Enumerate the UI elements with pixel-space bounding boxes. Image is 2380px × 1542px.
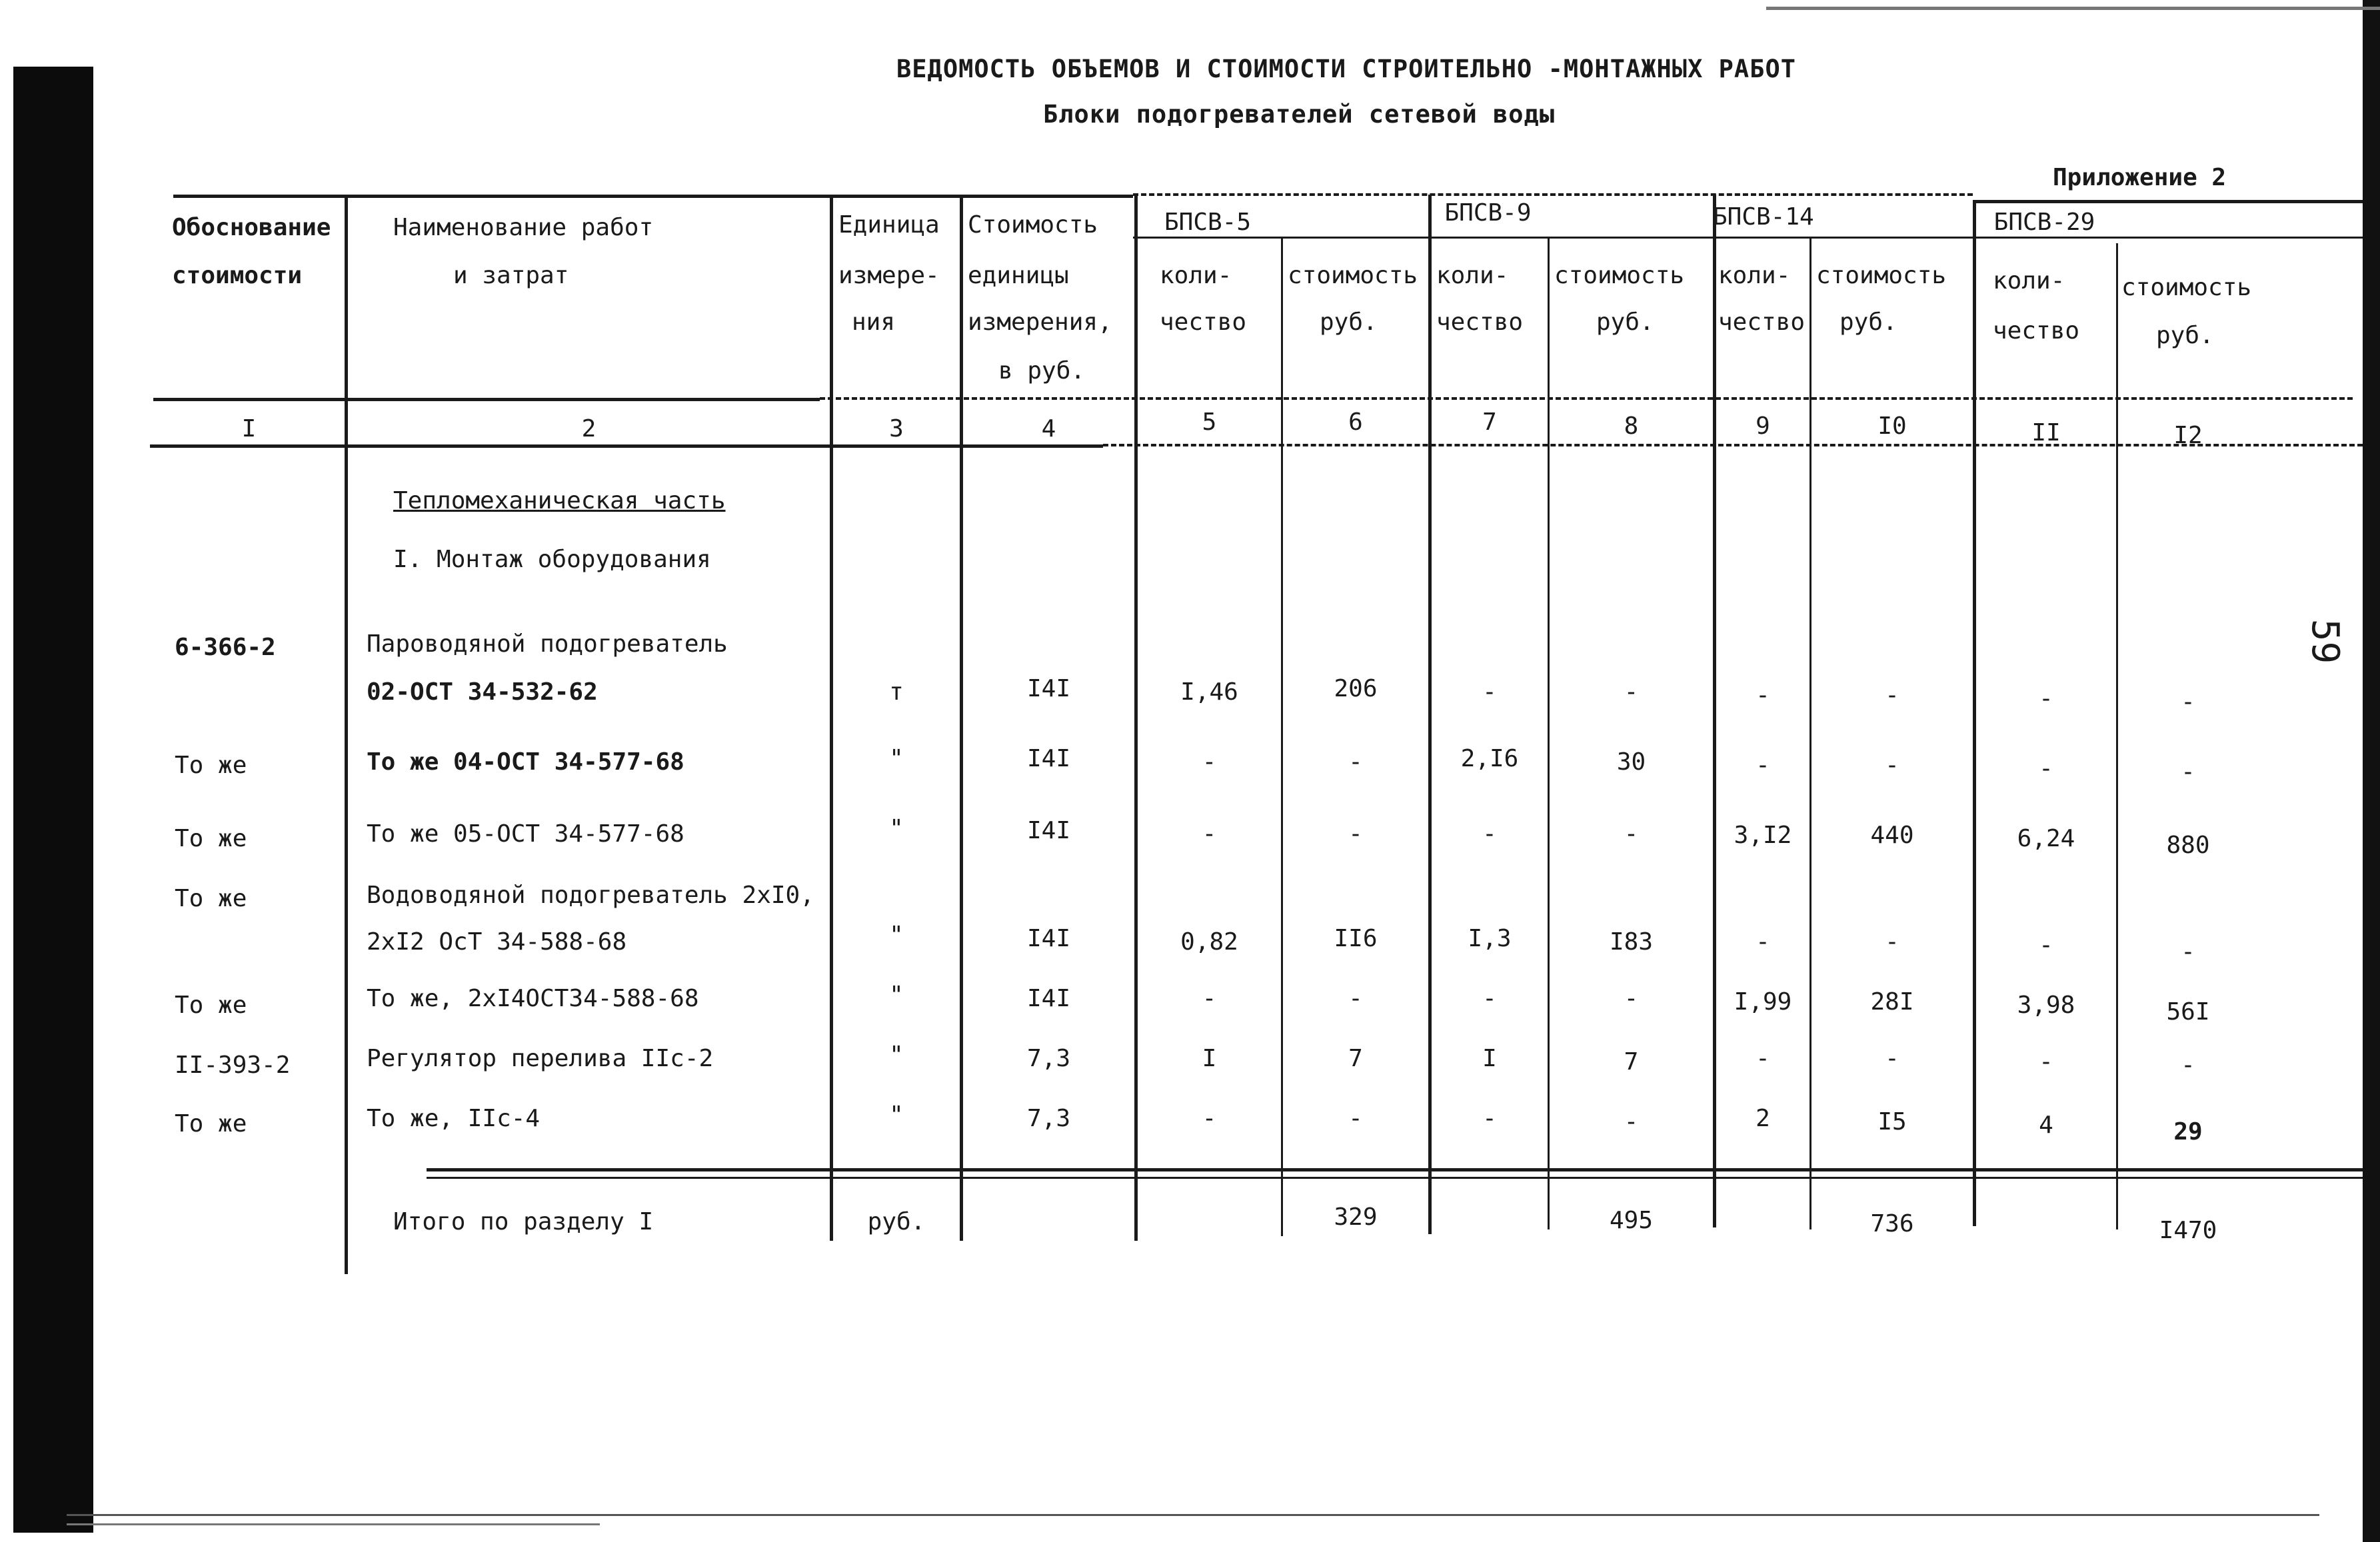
row-qty-11: - <box>2039 685 2053 712</box>
row-qty-11: - <box>2039 755 2053 782</box>
header-unit-line3: ния <box>852 309 896 336</box>
row-cost-6: - <box>1348 985 1363 1012</box>
row-basis: То же <box>175 885 247 912</box>
scan-edge-right <box>2363 0 2380 1542</box>
row-cost-12: - <box>2181 938 2195 966</box>
header-unitcost-line4: в руб. <box>998 357 1086 385</box>
row-cost-12: - <box>2181 688 2195 716</box>
row-cost-10: I5 <box>1877 1108 1907 1136</box>
col-number-5: 5 <box>1202 408 1217 436</box>
row-qty-7: I <box>1482 1045 1497 1072</box>
row-basis: II-393-2 <box>175 1052 291 1079</box>
subheader-qty-7a: коли- <box>1436 262 1509 289</box>
row-qty-9: 3,I2 <box>1734 822 1792 849</box>
row-cost-6: - <box>1348 820 1363 848</box>
col-divider-2 <box>830 195 833 1241</box>
col-divider-3 <box>960 195 963 1241</box>
row-qty-7: - <box>1482 820 1497 848</box>
col-number-11: II <box>2031 419 2061 446</box>
subheader-qty-9b: чество <box>1718 309 1805 336</box>
row-name-line1: То же, 2хI4ОСТ34-588-68 <box>367 985 699 1012</box>
table-top-rule-dashed <box>1133 193 1973 196</box>
row-name-line1: То же, IIс-4 <box>367 1105 541 1132</box>
row-qty-5: 0,82 <box>1180 928 1238 956</box>
row-cost-12: - <box>2181 758 2195 786</box>
group-header-bpsv29: БПСВ-29 <box>1993 209 2095 236</box>
row-cost-10: - <box>1885 928 1899 956</box>
col-divider-1 <box>345 195 348 1274</box>
row-name-line1: То же 05-ОСТ 34-577-68 <box>367 820 684 848</box>
row-unit: " <box>889 745 904 772</box>
subheader-cost-8a: стоимость <box>1554 262 1685 289</box>
row-qty-9: 2 <box>1756 1105 1770 1132</box>
row-qty-7: - <box>1482 985 1497 1012</box>
section-1-title: I. Монтаж оборудования <box>393 546 711 573</box>
row-basis: То же <box>175 1110 247 1138</box>
col-number-10: I0 <box>1877 412 1907 440</box>
subheader-cost-10b: руб. <box>1839 309 1897 336</box>
appendix-label: Приложение 2 <box>2053 164 2227 191</box>
header-unitcost-line1: Стоимость <box>968 211 1098 239</box>
row-qty-9: I,99 <box>1734 988 1792 1016</box>
row-cost-8: - <box>1624 678 1639 706</box>
row-qty-5: - <box>1202 985 1217 1012</box>
subheader-qty-11a: коли- <box>1993 267 2065 295</box>
col-number-4: 4 <box>1041 415 1056 442</box>
total-label: Итого по разделу I <box>393 1208 654 1235</box>
subheader-cost-6b: руб. <box>1320 309 1378 336</box>
header-bottom-rule-dashed <box>820 397 2353 400</box>
total-rule-2 <box>427 1177 2363 1179</box>
col-divider-11 <box>2116 243 2118 1229</box>
row-unit: " <box>889 922 904 949</box>
scan-edge-top <box>1766 7 2380 10</box>
row-name-line1: Регулятор перелива IIс-2 <box>367 1045 714 1072</box>
col-divider-9 <box>1809 237 1811 1229</box>
total-unit: руб. <box>867 1208 926 1235</box>
row-unit-cost: I4I <box>1026 985 1071 1012</box>
subheader-qty-7b: чество <box>1436 309 1524 336</box>
row-name-line1: Пароводяной подогреватель <box>367 630 728 658</box>
row-basis: То же <box>175 825 247 852</box>
col-number-12: I2 <box>2173 422 2203 449</box>
row-qty-7: - <box>1482 678 1497 706</box>
subheader-qty-11b: чество <box>1993 317 2080 345</box>
subheader-qty-5a: коли- <box>1160 262 1232 289</box>
subheader-cost-10a: стоимость <box>1816 262 1947 289</box>
row-cost-8: - <box>1624 1108 1639 1136</box>
row-basis: То же <box>175 992 247 1019</box>
header-name-line1: Наименование работ <box>393 214 654 241</box>
scan-edge-left <box>13 67 93 1533</box>
document-subtitle: Блоки подогревателей сетевой воды <box>1043 100 1556 129</box>
row-cost-12: - <box>2181 1052 2195 1079</box>
subheader-cost-6a: стоимость <box>1288 262 1418 289</box>
col-number-7: 7 <box>1482 408 1497 436</box>
total-rule <box>427 1168 2363 1171</box>
group-header-rule <box>1133 237 2363 239</box>
row-cost-10: 28I <box>1870 988 1914 1016</box>
row-qty-9: - <box>1756 928 1770 956</box>
row-basis: То же <box>175 752 247 779</box>
row-unit: т <box>889 678 904 706</box>
row-cost-12: 56I <box>2166 998 2210 1026</box>
row-cost-8: - <box>1624 820 1639 848</box>
total-bpsv29: I470 <box>2159 1217 2217 1244</box>
group-header-bpsv9: БПСВ-9 <box>1444 199 1532 227</box>
header-basis-line1: Обоснование <box>172 214 331 241</box>
row-unit-cost: 7,3 <box>1026 1105 1071 1132</box>
col-number-8: 8 <box>1624 412 1639 440</box>
row-unit: " <box>889 1102 904 1129</box>
document-title: ВЕДОМОСТЬ ОБЪЕМОВ И СТОИМОСТИ СТРОИТЕЛЬНО -МОНТАЖНЫХ РАБОТ <box>896 55 1797 83</box>
row-name-line2: 2хI2 ОсТ 34-588-68 <box>367 928 627 956</box>
row-cost-8: I83 <box>1609 928 1654 956</box>
col-divider-6 <box>1428 195 1432 1234</box>
row-name-line1: То же 04-ОСТ 34-577-68 <box>367 748 684 776</box>
col-divider-5 <box>1281 237 1283 1236</box>
row-cost-8: 7 <box>1624 1048 1639 1076</box>
row-cost-6: 7 <box>1348 1045 1363 1072</box>
row-qty-5: - <box>1202 820 1217 848</box>
row-qty-7: 2,I6 <box>1460 745 1519 772</box>
row-cost-6: II6 <box>1334 925 1378 952</box>
header-unit-line1: Единица <box>838 211 940 239</box>
row-unit-cost: I4I <box>1026 745 1071 772</box>
scan-edge-bottom <box>67 1514 2319 1516</box>
subheader-qty-5b: чество <box>1160 309 1247 336</box>
row-cost-10: - <box>1885 682 1899 709</box>
row-qty-11: 4 <box>2039 1112 2053 1139</box>
row-qty-5: - <box>1202 1105 1217 1132</box>
subheader-cost-12b: руб. <box>2156 322 2214 349</box>
col-number-6: 6 <box>1348 408 1363 436</box>
row-unit: " <box>889 1042 904 1069</box>
total-bpsv9: 495 <box>1609 1207 1654 1234</box>
row-cost-6: 206 <box>1334 675 1378 702</box>
row-cost-8: - <box>1624 985 1639 1012</box>
row-cost-6: - <box>1348 1105 1363 1132</box>
header-name-line2: и затрат <box>453 262 569 289</box>
subheader-qty-9a: коли- <box>1718 262 1791 289</box>
row-qty-11: - <box>2039 1048 2053 1076</box>
row-qty-5: - <box>1202 748 1217 776</box>
subheader-cost-12a: стоимость <box>2121 274 2252 301</box>
col-number-1: I <box>241 415 257 442</box>
scan-edge-bottom-2 <box>67 1523 600 1525</box>
row-cost-12: 29 <box>2173 1118 2203 1146</box>
header-bottom-rule <box>153 398 820 401</box>
section-part-title: Тепломеханическая часть <box>393 487 726 514</box>
row-cost-12: 880 <box>2166 832 2210 859</box>
table-top-rule <box>173 195 1133 198</box>
row-qty-5: I,46 <box>1180 678 1238 706</box>
row-qty-9: - <box>1756 1045 1770 1072</box>
subheader-cost-8b: руб. <box>1596 309 1654 336</box>
col-number-3: 3 <box>889 415 904 442</box>
row-qty-11: 6,24 <box>2017 825 2075 852</box>
row-unit: " <box>889 815 904 842</box>
col-divider-4 <box>1134 195 1138 1241</box>
col-number-2: 2 <box>581 415 596 442</box>
row-qty-7: - <box>1482 1105 1497 1132</box>
row-unit-cost: I4I <box>1026 925 1071 952</box>
row-qty-7: I,3 <box>1468 925 1512 952</box>
header-unitcost-line2: единицы <box>968 262 1069 289</box>
row-cost-10: 440 <box>1870 822 1914 849</box>
row-cost-10: - <box>1885 1045 1899 1072</box>
table-top-rule-right <box>1973 200 2363 203</box>
row-qty-5: I <box>1202 1045 1217 1072</box>
total-bpsv14: 736 <box>1870 1210 1914 1237</box>
header-unit-line2: измере- <box>838 262 940 289</box>
row-qty-9: - <box>1756 682 1770 709</box>
row-basis: 6-366-2 <box>175 634 276 661</box>
row-cost-8: 30 <box>1616 748 1646 776</box>
row-unit-cost: I4I <box>1026 817 1071 844</box>
row-cost-10: - <box>1885 752 1899 779</box>
page-number: 59 <box>2303 618 2347 664</box>
header-unitcost-line3: измерения, <box>968 309 1112 336</box>
total-bpsv5: 329 <box>1334 1203 1378 1231</box>
col-number-9: 9 <box>1756 412 1770 440</box>
row-unit-cost: I4I <box>1026 675 1071 702</box>
col-divider-7 <box>1548 237 1550 1229</box>
row-name-line1: Водоводяной подогреватель 2хI0, <box>367 882 814 909</box>
row-unit-cost: 7,3 <box>1026 1045 1071 1072</box>
group-header-bpsv14: БПСВ-14 <box>1713 203 1814 231</box>
row-qty-11: 3,98 <box>2017 992 2075 1019</box>
row-cost-6: - <box>1348 748 1363 776</box>
header-basis-line2: стоимости <box>172 262 303 289</box>
row-qty-9: - <box>1756 752 1770 779</box>
group-header-bpsv5: БПСВ-5 <box>1164 209 1252 236</box>
row-qty-11: - <box>2039 932 2053 959</box>
row-unit: " <box>889 982 904 1009</box>
row-name-line2: 02-ОСТ 34-532-62 <box>367 678 598 706</box>
